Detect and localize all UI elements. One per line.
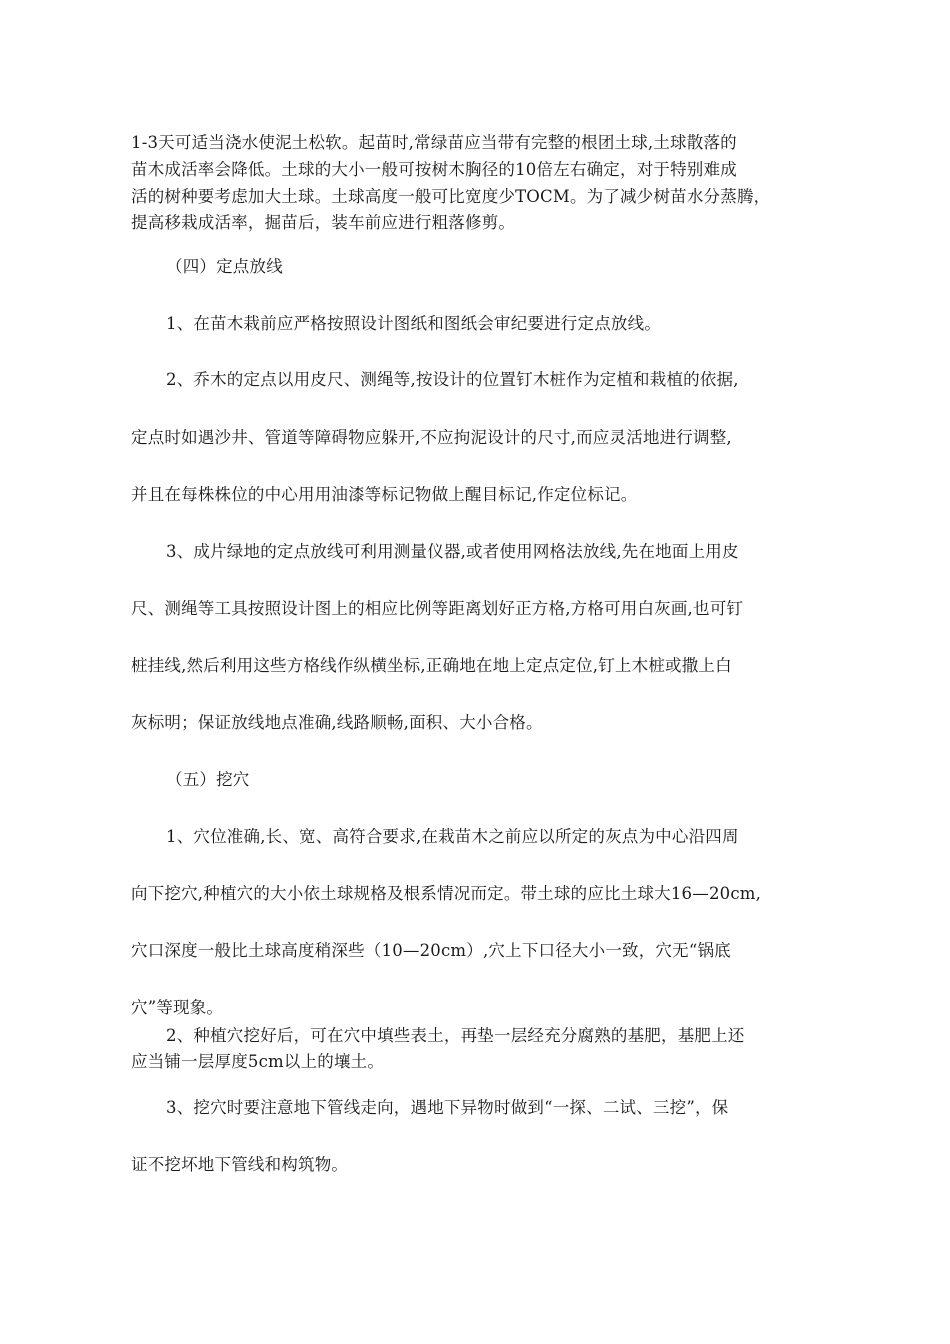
paragraph-line: 苗木成活率会降低。土球的大小一般可按树木胸径的10倍左右确定，对于特别难成 <box>131 160 737 179</box>
section-heading-4: （四）定点放线 <box>166 257 283 276</box>
paragraph-line: 定点时如遇沙井、管道等障碍物应躲开,不应拘泥设计的尺寸,而应灵活地进行调整, <box>131 428 732 447</box>
paragraph-line: 穴口深度一般比土球高度稍深些（10—20cm）,穴上下口径大小一致，穴无“锅底 <box>131 941 731 960</box>
paragraph-line: 活的树种要考虑加大土球。土球高度一般可比宽度少TOCM。为了减少树苗水分蒸腾， <box>131 187 771 206</box>
paragraph-line: 应当铺一层厚度5cm以上的壤土。 <box>131 1052 385 1071</box>
paragraph-line: 2、乔木的定点以用皮尺、测绳等,按设计的位置钉木桩作为定植和栽植的依据, <box>166 370 739 389</box>
paragraph-line: 3、挖穴时要注意地下管线走向，遇地下异物时做到“一探、二试、三挖”，保 <box>166 1098 729 1117</box>
section-heading-5: （五）挖穴 <box>166 770 250 789</box>
paragraph-line: 桩挂线,然后利用这些方格线作纵横坐标,正确地在地上定点定位,钉上木桩或撒上白 <box>131 656 732 675</box>
paragraph-line: 穴”等现象。 <box>131 998 224 1017</box>
paragraph-line: 并且在每株株位的中心用用油漆等标记物做上醒目标记,作定位标记。 <box>131 485 638 504</box>
paragraph-line: 向下挖穴,种植穴的大小依土球规格及根系情况而定。带土球的应比土球大16—20cm, <box>131 884 762 903</box>
paragraph-line: 3、成片绿地的定点放线可利用测量仪器,或者使用网格法放线,先在地面上用皮 <box>166 542 739 561</box>
paragraph-line: 2、种植穴挖好后，可在穴中填些表土，再垫一层经充分腐熟的基肥，基肥上还 <box>166 1026 745 1045</box>
paragraph-line: 灰标明；保证放线地点准确,线路顺畅,面积、大小合格。 <box>131 713 543 732</box>
paragraph-line: 尺、测绳等工具按照设计图上的相应比例等距离划好正方格,方格可用白灰画,也可钉 <box>131 599 744 618</box>
paragraph-line: 1、穴位准确,长、宽、高符合要求,在栽苗木之前应以所定的灰点为中心沿四周 <box>166 827 739 846</box>
paragraph-line: 提高移栽成活率，掘苗后，装车前应进行粗落修剪。 <box>131 213 516 232</box>
paragraph-line: 证不挖坏地下管线和构筑物。 <box>131 1155 349 1174</box>
paragraph-line: 1-3天可适当浇水使泥土松软。起苗时,常绿苗应当带有完整的根团土球,土球散落的 <box>131 133 737 152</box>
paragraph-line: 1、在苗木栽前应严格按照设计图纸和图纸会审纪要进行定点放线。 <box>166 314 661 333</box>
